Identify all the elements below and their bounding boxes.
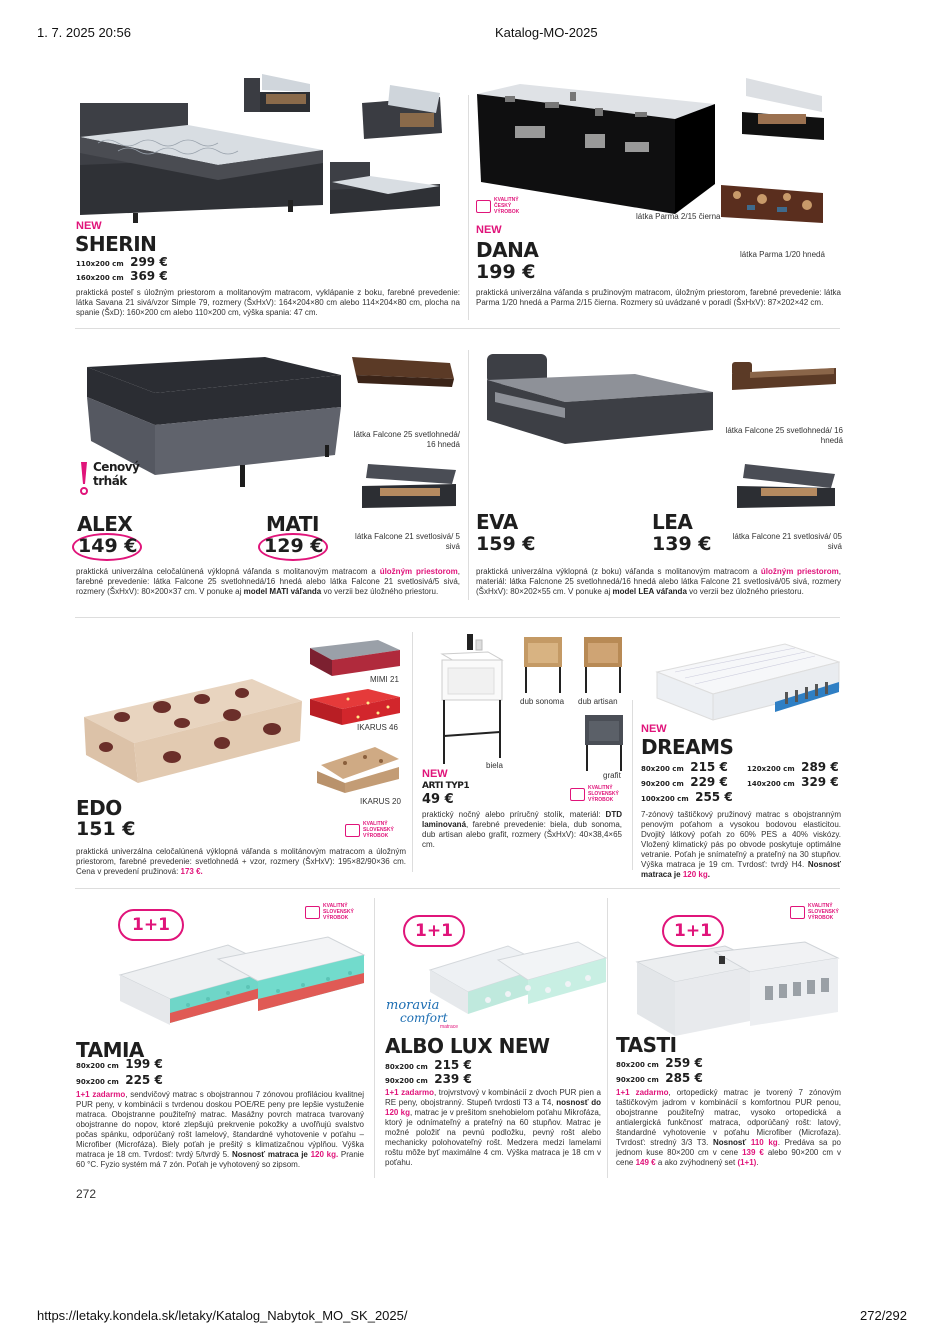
dreams-size-2: 120x200 cm 289 € <box>747 760 839 774</box>
sherin-title: SHERIN <box>75 232 157 256</box>
arti-artisan-image <box>582 635 624 695</box>
arti-caption-white: biela <box>486 761 503 770</box>
arti-description: praktický nočný alebo príručný stolík, materiál: DTD laminovaná, farebné prevedenie: biela, dub sonoma, dub artisan alebo grafit, rozmery (ŠxHxV): 40×38,4×65 cm. <box>422 810 622 849</box>
dana-caption-brown: látka Parma 1/20 hnedá <box>740 250 825 259</box>
arti-sonoma-image <box>522 635 564 695</box>
tamia-mattress-image <box>118 935 368 1040</box>
dana-price: 199 € <box>476 261 536 283</box>
tamia-1plus1-badge: 1+1 <box>118 909 184 941</box>
edo-quality-badge: KVALITNÝ SLOVENSKÝ VÝROBOK <box>345 821 405 839</box>
divider <box>374 898 375 1178</box>
arti-caption-grafit: grafit <box>603 771 621 780</box>
eva-open-image <box>735 462 840 512</box>
arti-caption-sonoma: dub sonoma <box>520 697 565 706</box>
footer-url[interactable]: https://letaky.kondela.sk/letaky/Katalog_Nabytok_MO_SK_2025/ <box>37 1308 408 1323</box>
tamia-title: TAMIA <box>76 1038 144 1062</box>
divider <box>468 95 469 320</box>
divider <box>75 328 840 329</box>
dreams-mattress-image <box>655 642 840 727</box>
tasti-title: TASTI <box>616 1033 677 1057</box>
albo-description: 1+1 zadarmo, trojvrstvový v kombinácií z dvoch PUR pien a RE peny, obojstranný. Stupeň tvrdosti T3 a T4, nosnosť do 120 kg, matrac je v prešitom snehobielom poťahu Mikrofáza, ktorý je odnímateľný a prateľný na 60 stupňov. Matrac je možné položiť na pevnú podložku, pevný rošt alebo mechanicky polohovateľný rošt. Medzera medzi lamelami roštu môže byť maximálne 4 cm. Výška matraca je 18 cm v poťahu. <box>385 1088 602 1167</box>
eva-main-image <box>485 352 715 452</box>
albo-size-1: 80x200 cm 215 € <box>385 1058 472 1072</box>
alex-caption-grey: látka Falcone 21 svetlosivá/ 5 sivá <box>355 532 460 551</box>
alex-title: ALEX <box>77 512 133 536</box>
divider <box>632 700 633 870</box>
dreams-size-4: 140x200 cm 329 € <box>747 775 839 789</box>
tamia-size-2: 90x200 cm 225 € <box>76 1073 163 1087</box>
arti-title: ARTI TYP1 <box>422 781 470 791</box>
sherin-description: praktická posteľ s úložným priestorom a molitanovým matracom, vyklápanie z boku, farebné prevedenie: látka Savana 21 sivá/vzor Simple 79, rozmery (ŠxHxV): 164×204×80 cm alebo 114×204×80 cm, plocha na spanie (ŠxD): 160×200 cm alebo 110×200 cm, výška spania: 47 cm. <box>76 288 460 317</box>
tasti-size-2: 90x200 cm 285 € <box>616 1071 703 1085</box>
alex-description: praktická univerzálna celočalúnená výklopná váľanda s molitanovým matracom a úložným priestorom, farebné prevedenie: látka Falcone 25 svetlohnedá/16 hnedá alebo látka Falcone 21 svetlosivá/5 sivá, rozmery (ŠxHxV): 80×200×37 cm. V ponuke aj model MATI váľanda vo verzii bez úložného priestoru. <box>76 567 460 596</box>
edo-description: praktická univerzálna celočalúnená výklopná váľanda s molitánovým matracom a úložným priestorom, farebné prevedenie: svetlohnedá + vzor, rozmery (ŠxHxV): 195×82/90×36 cm. Cena v prevedení pružinová: 173 €. <box>76 847 406 876</box>
tamia-size-1: 80x200 cm 199 € <box>76 1057 163 1071</box>
dana-quality-badge: KVALITNÝ ČESKÝ VÝROBOK <box>476 197 526 215</box>
tasti-mattress-image <box>635 940 840 1040</box>
footer-page-count: 272/292 <box>860 1308 907 1323</box>
page-number: 272 <box>76 1187 97 1201</box>
alex-open-image <box>360 462 460 512</box>
dana-caption-black: látka Parma 2/15 čierna <box>636 212 721 221</box>
mati-title: MATI <box>266 512 319 536</box>
edo-main-image <box>82 677 304 787</box>
eva-brown-image <box>730 360 840 395</box>
tasti-description: 1+1 zadarmo, ortopedický matrac je tvorený 7 zónovým taštičkovým jadrom v kombinácií s komfortnou PUR penou, obojstranne použiteľný matrac, vysoko ortopedická a antialergická funkčnosť matraca, odporúčaný rošt: latový, štandardné vyhotovenie v poťahu Microfiber (Microfaza). Tvrdosť: stredný 3/3 T3. Nosnosť 110 kg. Predáva sa po jednom kuse 80×200 cm v cene 139 € alebo 90×200 cm v cene 149 € a ako zvýhodnený set (1+1). <box>616 1088 842 1167</box>
divider <box>412 632 413 872</box>
dreams-description: 7-zónový taštičkový pružinový matrac s obojstranným penovým poťahom a vysokou bodovou elasticitou. Dvojitý látkový poťah zo 60% PES a 40% viskózy. Vložený klimatický pás po obvode poskytuje optimálne vetranie. Poťah je snímateľný a prateľný na 30 stupňov. Výška matraca je 19 cm. Tvrdosť: tvrdý H4. Nosnosť matraca je 120 kg. <box>641 810 841 879</box>
tamia-quality-badge: KVALITNÝ SLOVENSKÝ VÝROBOK <box>305 903 365 921</box>
dana-main-image <box>475 64 720 214</box>
eva-price: 159 € <box>476 533 536 555</box>
divider <box>468 350 469 600</box>
albo-title: ALBO LUX NEW <box>385 1034 550 1058</box>
dreams-size-3: 90x200 cm 229 € <box>641 775 728 789</box>
edo-caption-mimi: MIMI 21 <box>370 675 399 684</box>
dreams-title: DREAMS <box>641 735 734 759</box>
dreams-size-1: 80x200 cm 215 € <box>641 760 728 774</box>
edo-caption-ikarus46: IKARUS 46 <box>357 723 398 732</box>
eva-caption-grey: látka Falcone 21 svetlosivá/ 05 sivá <box>732 532 842 551</box>
dana-new-label: NEW <box>476 224 502 236</box>
sherin-open-image-1 <box>242 70 312 115</box>
dana-open-image <box>740 76 827 146</box>
dreams-size-5: 100x200 cm 255 € <box>641 790 733 804</box>
edo-title: EDO <box>76 796 122 820</box>
sherin-size-2: 160x200 cm 369 € <box>76 269 168 283</box>
sherin-new-label: NEW <box>76 220 102 232</box>
tasti-quality-badge: KVALITNÝ SLOVENSKÝ VÝROBOK <box>790 903 850 921</box>
dana-brown-image <box>717 183 827 231</box>
document-title: Katalog-MO-2025 <box>495 25 598 40</box>
arti-quality-badge: KVALITNÝ SLOVENSKÝ VÝROBOK <box>570 785 630 803</box>
sherin-open-image-2 <box>360 83 445 143</box>
tamia-description: 1+1 zadarmo, sendvičový matrac s obojstrannou 7 zónovou profiláciou kvalitnej PUR peny, v kombinácii s tvrdenou doskou POE/RE peny pre lepšie vystuženie matraca. Obojstranne použiteľný matrac. Masážny povrch matraca tvarovaný obojstranne do nopov, ktoré zlepšujú prekrvenie pokožky a uvoľňujú svalstvo počas spánku, odporúčaný rošt lamelový, štandardné vyhotovenie v poťahu – Microfiber (Microfáza). Biely poťah je prešitý s klimatizačnou výplňou. Výška matraca je 18 cm. Tvrdosť: tvrdý 5/tvrdý 5. Nosnosť matraca je 120 kg. Pranie 60 °C. Fyzio systém má 7 zón. Poťah je vyhotovený so zipsom. <box>76 1090 365 1169</box>
dreams-new-label: NEW <box>641 723 667 735</box>
eva-description: praktická univerzálna výklopná (z boku) váľanda s molitanovým matracom a úložným priestorom, materiál: látka Falcnone 25 svetlohnedá/16 hnedá alebo látka Falcone 21 svetlosivá/05 sivá, rozmery (ŠxHxV): 80×202×55 cm. V ponuke aj model LEA váľanda vo verzii bez úložného priestoru. <box>476 567 841 596</box>
tasti-1plus1-badge: 1+1 <box>662 915 724 947</box>
divider <box>75 888 840 889</box>
dana-title: DANA <box>476 238 539 262</box>
edo-price: 151 € <box>76 818 136 840</box>
alex-price: 149 € <box>78 535 138 557</box>
arti-white-image <box>440 632 505 767</box>
edo-mimi-image <box>308 638 403 678</box>
arti-caption-artisan: dub artisan <box>578 697 618 706</box>
divider <box>75 617 840 618</box>
alex-brown-image <box>350 355 460 390</box>
arti-grafit-image <box>583 713 625 773</box>
sherin-size-1: 110x200 cm 299 € <box>76 255 168 269</box>
tasti-size-1: 80x200 cm 259 € <box>616 1056 703 1070</box>
lea-title: LEA <box>652 510 693 534</box>
albo-size-2: 90x200 cm 239 € <box>385 1072 472 1086</box>
edo-ikarus20-image <box>315 745 403 795</box>
edo-caption-ikarus20: IKARUS 20 <box>360 797 401 806</box>
moravia-comfort-logo: moravia comfort matrace <box>386 998 458 1030</box>
arti-price: 49 € <box>422 792 454 807</box>
albo-1plus1-badge: 1+1 <box>403 915 465 947</box>
price-hit-sticker: Cenový trhák <box>77 458 157 498</box>
sherin-main-image <box>78 95 323 235</box>
dana-description: praktická univerzálna váľanda s pružinovým matracom, úložným priestorom, farebné prevedenie: látka Parma 1/20 hnedá a Parma 2/15 čierna. Rozmery sú uvádzané v poradí (ŠxHxV): 87×202×42 cm. <box>476 288 841 307</box>
eva-title: EVA <box>476 510 518 534</box>
print-datetime: 1. 7. 2025 20:56 <box>37 25 131 40</box>
mati-price: 129 € <box>264 535 324 557</box>
arti-new-label: NEW <box>422 768 448 780</box>
lea-price: 139 € <box>652 533 712 555</box>
edo-ikarus46-image <box>308 687 403 727</box>
alex-caption-brown: látka Falcone 25 svetlohnedá/ 16 hnedá <box>353 430 460 449</box>
divider <box>607 898 608 1178</box>
eva-caption-brown: látka Falcone 25 svetlohnedá/ 16 hnedá <box>725 426 843 445</box>
sherin-small-image <box>328 160 443 220</box>
